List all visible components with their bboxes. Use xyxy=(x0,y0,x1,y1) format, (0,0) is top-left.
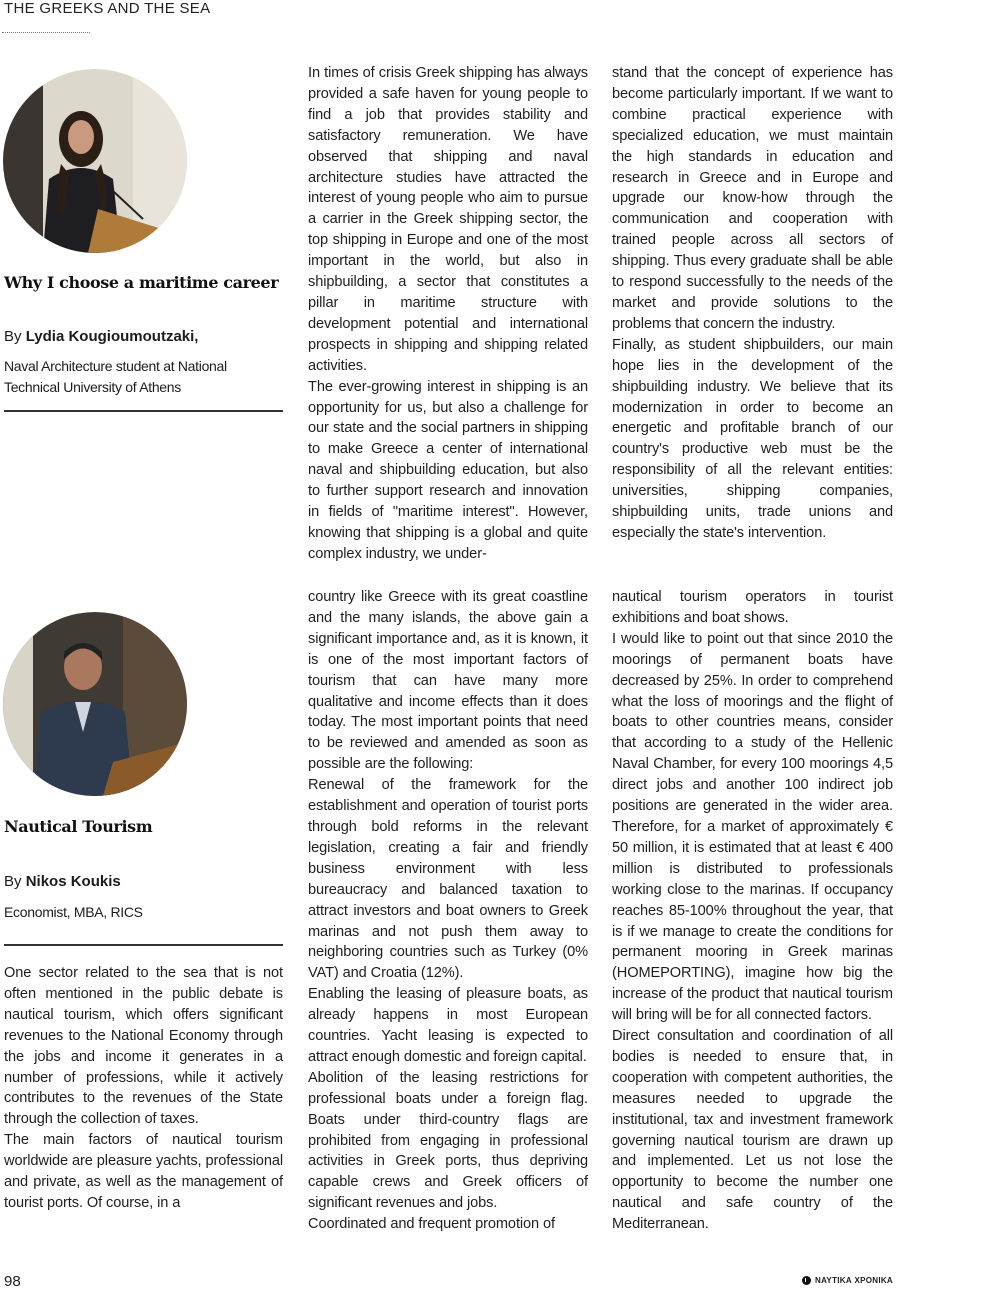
byline-prefix: By xyxy=(4,328,22,345)
publication-brand xyxy=(802,1276,893,1285)
author-byline xyxy=(4,328,198,345)
author-name: Lydia Kougioumoutzaki, xyxy=(25,328,199,345)
paragraph: Enabling the leasing of pleasure boats, as already happens in most European countries. Yacht leasing is expected to attract enough domestic and foreign capital. xyxy=(308,986,588,1065)
header-divider xyxy=(2,32,90,33)
brand-logo-icon xyxy=(802,1276,811,1285)
brand-name: ΝΑΥΤΙΚΑ ΧΡΟΝΙΚΑ xyxy=(815,1276,893,1285)
section-divider xyxy=(4,410,283,412)
paragraph: nautical tourism operators in tourist exhibitions and boat shows. xyxy=(612,589,893,626)
section-divider xyxy=(4,944,283,946)
paragraph: Finally, as student shipbuilders, our main hope lies in the development of the shipbuilding industry. We believe that its modernization in order to become an energetic and profitable branch of our country's productive web must be the responsibility of all the relevant entities: universities, shipping companies, shipbuilding units, trade unions and especially the state's intervention. xyxy=(612,336,893,541)
article2-column-0 xyxy=(4,963,283,1214)
portrait-illustration xyxy=(3,612,187,796)
paragraph: I would like to point out that since 2010 the moorings of permanent boats have decreased by 25%. In order to comprehend what the loss of moorings and the flight of boats to other countries means, consider that according to a study of the Hellenic Naval Chamber, for every 100 moorings 4,5 direct jobs and another 100 indirect job positions are generated in the wider area. Therefore, for a market of approximately € 50 million, it is estimated that at least € 400 million is distributed to professionals working close to the marinas. If occupancy reaches 85-100% throughout the year, that is if we manage to create the conditions for permanent mooring in Greek marinas (HOMEPORTING), imagine how big the increase of the product that nautical tourism will bring will be for all connected factors. xyxy=(612,630,893,1024)
article-title: Why I choose a maritime career xyxy=(4,273,279,292)
article2-column-1 xyxy=(308,587,588,1235)
paragraph: Coordinated and frequent promotion of xyxy=(308,1216,555,1233)
paragraph: In times of crisis Greek shipping has always provided a safe haven for young people to find a job that provides stability and satisfactory remuneration. We have observed that shipping and naval architecture studies have attracted the interest of young people who aim to pursue a carrier in the Greek shipping sector, the top shipping in Europe and one of the most important in the world, but also in shipbuilding, a sector that constitutes a pillar in maritime structure with development potential and international prospects in shipping and shipping related activities. xyxy=(308,65,588,374)
article-title: Nautical Tourism xyxy=(4,817,153,836)
author-photo-lydia xyxy=(3,69,187,253)
author-photo-nikos xyxy=(3,612,187,796)
author-byline xyxy=(4,873,121,890)
paragraph: The main factors of nautical tourism worldwide are pleasure yachts, professional and private, as well as the management of tourist ports. Of course, in a xyxy=(4,1132,283,1211)
article1-column-2 xyxy=(612,63,893,544)
paragraph: Renewal of the framework for the establishment and operation of tourist ports through bold reforms in the relevant legislation, creating a fair and friendly business environment with less bureaucracy and balanced taxation to attract investors and boat owners to Greek marinas and not push them away to neighboring countries such as Turkey (0% VAT) and Croatia (12%). xyxy=(308,777,588,982)
author-affiliation: Economist, MBA, RICS xyxy=(4,904,143,920)
byline-prefix: By xyxy=(4,873,22,890)
portrait-illustration xyxy=(3,69,187,253)
paragraph: Abolition of the leasing restrictions for professional boats under a foreign flag. Boats under third-country flags are prohibited from engaging in professional activities in Greek ports, thus depriving capable crews and Greek officers of significant revenues and jobs. xyxy=(308,1069,588,1212)
article2-column-2 xyxy=(612,587,893,1235)
running-header: THE GREEKS AND THE SEA xyxy=(4,0,211,17)
paragraph: The ever-growing interest in shipping is an opportunity for us, but also a challenge for our state and the social partners in shipping to make Greece a center of international naval and shipbuilding education, but also to further support research and innovation in fields of "maritime interest". However, knowing that shipping is a global and quite complex industry, we under- xyxy=(308,378,588,562)
paragraph: One sector related to the sea that is not often mentioned in the public debate is nautical tourism, which offers significant revenues to the National Economy through the jobs and income it generates in a number of professions, while it actively contributes to the revenues of the State through the collection of taxes. xyxy=(4,965,283,1128)
page-number: 98 xyxy=(4,1273,21,1290)
paragraph: Direct consultation and coordination of all bodies is needed to ensure that, in cooperation with competent authorities, the measures needed to upgrade the institutional, tax and investment framework governing nautical tourism are drawn up and implemented. Let us not lose the opportunity to become the number one nautical and safe country of the Mediterranean. xyxy=(612,1028,893,1233)
article1-column-1 xyxy=(308,63,588,565)
author-affiliation: Naval Architecture student at National Technical University of Athens xyxy=(4,358,227,395)
author-name: Nikos Koukis xyxy=(25,873,121,890)
paragraph: stand that the concept of experience has become particularly important. If we want to combine practical experience with specialized education, we must maintain the high standards in education and research in Greece and in Europe and upgrade our know-how through the communication and cooperation with trained people across all sectors of shipping. Thus every graduate shall be able to respond successfully to the needs of the market and provide solutions to the problems that concern the industry. xyxy=(612,65,893,332)
paragraph: country like Greece with its great coastline and the many islands, the above gain a significant importance and, as it is known, it is one of the most important factors of tourism that can have many more qualitative and income effects than it does today. The most important points that need to be reviewed and amended as soon as possible are the following: xyxy=(308,589,588,773)
